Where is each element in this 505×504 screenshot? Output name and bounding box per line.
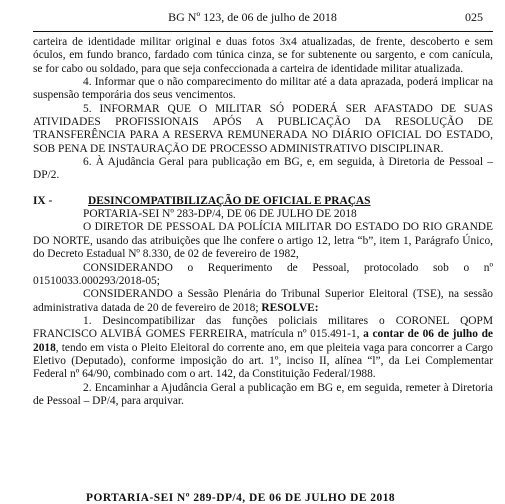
section-title: DESINCOMPATIBILIZAÇÃO DE OFICIAL E PRAÇAS [88, 194, 371, 207]
resolve-item-1 [33, 315, 493, 382]
item-1-date: a contar de 06 de julho de 2018 [33, 328, 493, 354]
paragraph-item-5: 5. INFORMAR QUE O MILITAR SÓ PODERÁ SER AFASTADO DE SUAS ATIVIDADES PROFISSIONAIS APÓS A PUBLICAÇÃO DA RESOLUÇÃO DE TRANSFERÊNCIA PARA A RESERVA REMUNERADA NO DIÁRIO OFICIAL DO ESTADO, SOB PENA DE INSTAURAÇÃO DE PROCESSO ADMINISTRATIVO DISCIPLINAR. [33, 102, 493, 155]
bulletin-title: BG Nº 123, de 06 de julho de 2018 [168, 10, 337, 24]
portaria-heading: PORTARIA-SEI Nº 283-DP/4, DE 06 DE JULHO DE 2018 [83, 208, 357, 221]
paragraph-continued: carteira de identidade militar original e duas fotos 3x4 atualizadas, de frente, descoberto e sem óculos, em fundo branco, fardado com túnica cinza, se for subtenente ou sargento, e com canícula, se for cabo ou soldado, para que seja confeccionada a carteira de identidade militar atualizada. [33, 36, 493, 75]
document-body [33, 36, 493, 408]
resolve-item-2: 2. Encaminhar a Ajudância Geral a publicação em BG e, em seguida, remeter à Diretoria de Pessoal – DP/4, para arquivar. [33, 381, 493, 407]
item-1-text-c: , tendo em vista o Pleito Eleitoral do corrente ano, em que pleiteia vaga para concorrer a Cargo Eletivo (Deputado), conforme imposição do art. 1º, inciso II, alínea “l”, da Lei Complementar Federal nº 64/90, combinado com o art. 142, da Constituição Federal/1988. [33, 341, 493, 381]
considerando-2 [33, 288, 493, 315]
considerando-1: CONSIDERANDO o Requerimento de Pessoal, protocolado sob o nº 01510033.000293/2018-05; [33, 261, 493, 287]
section-heading [33, 195, 493, 208]
portaria-preamble: O DIRETOR DE PESSOAL DA POLÍCIA MILITAR DO ESTADO DO RIO GRANDE DO NORTE, usando das atribuições que lhe confere o artigo 12, letra “b”, item 1, Parágrafo Único, do Decreto Estadual Nº 8.330, de 02 de fevereiro de 1982, [33, 221, 493, 261]
page-header [0, 8, 505, 28]
resolve-label: RESOLVE: [261, 301, 319, 314]
next-portaria-heading-cut: PORTARIA-SEI Nº 289-DP/4, DE 06 DE JULHO DE 2018 [86, 492, 396, 504]
item-1-text-a: 1. Desincompatibilizar das funções policiais militares o CORONEL QOPM FRANCISCO ALVIBÁ GOMES FERREIRA, matrícula nº 015.491-1, [33, 314, 493, 341]
paragraph-item-6: 6. À Ajudância Geral para publicação em BG, e, em seguida, à Diretoria de Pessoal – DP/2. [33, 156, 493, 182]
paragraph-item-4: 4. Informar que o não comparecimento do militar até a data aprazada, poderá implicar na suspensão temporária dos seus vencimentos. [33, 76, 493, 102]
section-number: IX - [33, 194, 53, 207]
page-number: 025 [465, 10, 483, 24]
considerando-2-text: CONSIDERANDO a Sessão Plenária do Tribunal Superior Eleitoral (TSE), na sessão administrativa datada de 20 de fevereiro de 2018; [33, 288, 493, 314]
header-rule [33, 31, 493, 32]
